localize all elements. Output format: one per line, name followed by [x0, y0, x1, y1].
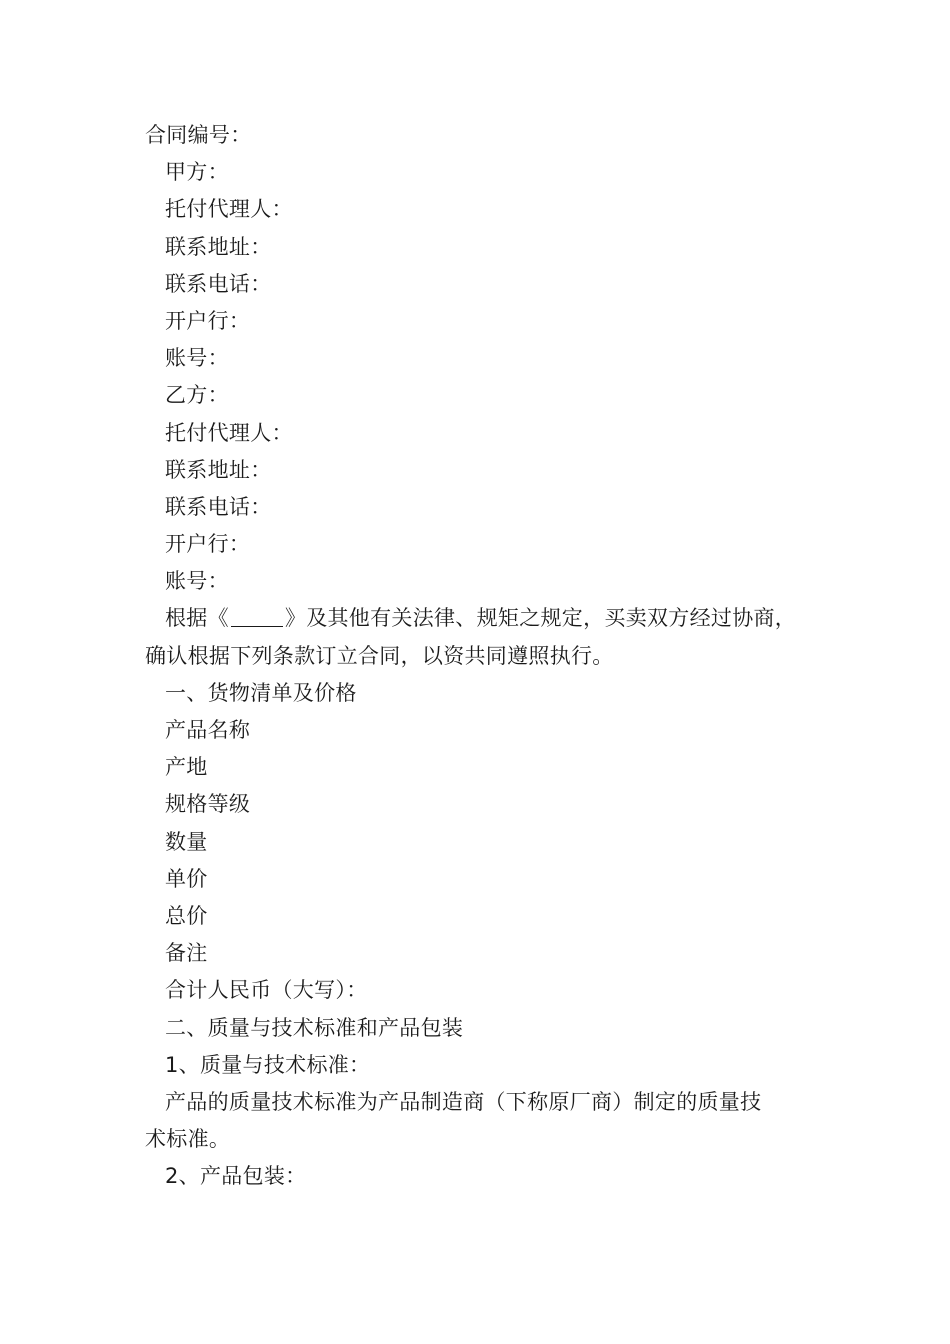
- document-body: [145, 117, 825, 1195]
- party-a-bank: 开户行：: [165, 308, 251, 333]
- party-b-phone: 联系电话：: [165, 494, 272, 519]
- party-b-account: 账号：: [165, 569, 229, 594]
- preamble-text-end: 》及其他有关法律、规矩之规定，买卖双方经过协商，: [284, 606, 797, 631]
- party-b-agent: 托付代理人：: [165, 420, 293, 445]
- section-1-item: 产地: [165, 755, 208, 780]
- section-1-item: 单价: [165, 866, 208, 891]
- section-1-item: 数量: [165, 829, 208, 854]
- section-2-sub1-text-line-2: 术标准。: [145, 1127, 231, 1152]
- preamble-line-2: 确认根据下列条款订立合同，以资共同遵照执行。: [145, 643, 614, 668]
- party-b-label: 乙方：: [165, 383, 229, 408]
- party-a-label: 甲方：: [165, 160, 229, 185]
- section-1-item: 总价: [165, 903, 208, 928]
- section-2-sub2-title: 2、产品包装：: [165, 1164, 307, 1189]
- section-2-sub1-title: 1、质量与技术标准：: [165, 1052, 371, 1077]
- contract-number-label: 合同编号：: [145, 123, 252, 147]
- party-a-phone: 联系电话：: [165, 271, 272, 296]
- party-b-bank: 开户行：: [165, 532, 251, 557]
- section-1-item: 规格等级: [165, 792, 251, 817]
- section-1-total: 合计人民币（大写）：: [165, 978, 368, 1003]
- section-1-title: 一、货物清单及价格: [165, 680, 357, 705]
- preamble-text-start: 根据《: [165, 606, 229, 631]
- law-name-blank: [231, 604, 283, 627]
- party-a-address: 联系地址：: [165, 234, 272, 259]
- party-a-account: 账号：: [165, 346, 229, 371]
- party-b-address: 联系地址：: [165, 457, 272, 482]
- section-1-item: 产品名称: [165, 718, 251, 742]
- section-2-title: 二、质量与技术标准和产品包装: [165, 1015, 464, 1040]
- section-2-sub1-text-line-1: 产品的质量技术标准为产品制造商（下称原厂商）制定的质量技: [165, 1089, 762, 1114]
- section-1-item: 备注: [165, 941, 208, 966]
- party-a-agent: 托付代理人：: [165, 197, 293, 222]
- preamble-line-1: [145, 600, 825, 637]
